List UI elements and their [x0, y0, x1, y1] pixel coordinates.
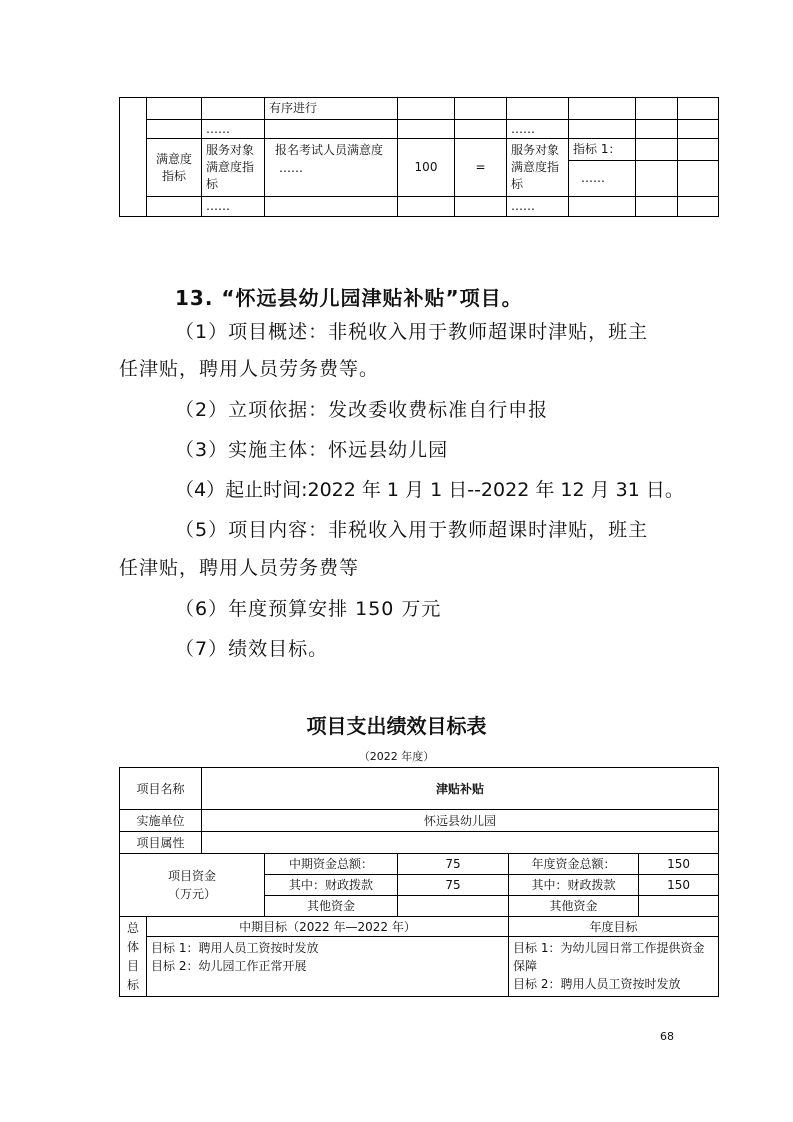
para-6: （6）年度预算安排 150 万元: [175, 598, 442, 620]
page-number: 68: [660, 1030, 674, 1043]
project-attr-label: 项目属性: [120, 832, 202, 854]
table-title: 项目支出绩效目标表: [306, 714, 487, 738]
mid-goal-1: 目标 1：聘用人员工资按时发放: [151, 941, 319, 955]
mid-fiscal-label: 其中：财政拨款: [265, 875, 398, 896]
project-name-label: 项目名称: [120, 768, 202, 810]
para-7: （7）绩效目标。: [175, 638, 329, 660]
mid-goal-2: 目标 2：幼儿园工作正常开展: [151, 959, 307, 973]
impl-unit-value: 怀远县幼儿园: [202, 810, 719, 832]
project-name-value: 津贴补贴: [202, 768, 719, 810]
mid-other-label: 其他资金: [265, 896, 398, 917]
annual-goal-1: 目标 1：为幼儿园日常工作提供资金保障: [513, 941, 705, 973]
fund-label-line-2: （万元）: [168, 887, 217, 901]
annual-goal-header: 年度目标: [509, 917, 719, 937]
para-1-line-2: 任津贴，聘用人员劳务费等。: [119, 358, 380, 380]
performance-target-table: [119, 767, 719, 997]
overall-goal-label-text: 总体目标: [126, 920, 139, 992]
para-3: （3）实施主体：怀远县幼儿园: [175, 439, 449, 461]
mid-fiscal-value: 75: [398, 875, 509, 896]
overall-goal-label: [120, 917, 147, 997]
annual-total-value: 150: [639, 854, 719, 875]
impl-unit-label: 实施单位: [120, 810, 202, 832]
target-ellipsis: ……: [569, 161, 636, 197]
annual-goal-2: 目标 2：聘用人员工资按时发放: [513, 977, 681, 991]
annual-goals-cell: [509, 937, 719, 997]
annual-fiscal-label: 其中：财政拨款: [509, 875, 639, 896]
para-4: （4）起止时间:2022 年 1 月 1 日--2022 年 12 月 31 日。: [175, 479, 684, 501]
top-performance-table: [119, 97, 719, 217]
mid-goals-cell: [147, 937, 509, 997]
service-label-2: 服务对象满意度指标: [507, 139, 569, 197]
mid-total-label: 中期资金总额：: [265, 854, 398, 875]
satisfaction-label: 满意度指标: [147, 139, 202, 197]
mid-total-value: 75: [398, 854, 509, 875]
last-ellipsis-a: ……: [202, 197, 265, 217]
para-5-line-2: 任津贴，聘用人员劳务费等: [119, 557, 360, 579]
table-subtitle: （2022 年度）: [358, 750, 435, 763]
para-2: （2）立项依据：发改委收费标准自行申报: [175, 399, 549, 421]
last-ellipsis-b: ……: [507, 197, 569, 217]
para-5-line-1: （5）项目内容：非税收入用于教师超课时津贴，班主: [175, 519, 649, 541]
indicator-value: 100: [398, 139, 455, 197]
annual-total-label: 年度资金总额：: [509, 854, 639, 875]
section-heading: 13. “怀远县幼儿园津贴补贴”项目。: [175, 286, 523, 310]
top-ellipsis-a: ……: [202, 120, 265, 139]
fund-label-line-1: 项目资金: [168, 869, 217, 883]
annual-other-label: 其他资金: [509, 896, 639, 917]
indicator-ellipsis: ……: [279, 161, 303, 175]
fund-label: [120, 854, 265, 917]
top-row1-text: 有序进行: [265, 98, 398, 120]
service-label: 服务对象满意度指标: [202, 139, 265, 197]
annual-fiscal-value: 150: [639, 875, 719, 896]
indicator-operator: =: [455, 139, 507, 197]
target-label: 指标 1：: [569, 139, 636, 161]
top-ellipsis-b: ……: [507, 120, 569, 139]
mid-goal-header: 中期目标（2022 年—2022 年）: [147, 917, 509, 937]
indicator-text: 报名考试人员满意度: [275, 143, 384, 157]
para-1-line-1: （1）项目概述：非税收入用于教师超课时津贴，班主: [175, 321, 649, 343]
